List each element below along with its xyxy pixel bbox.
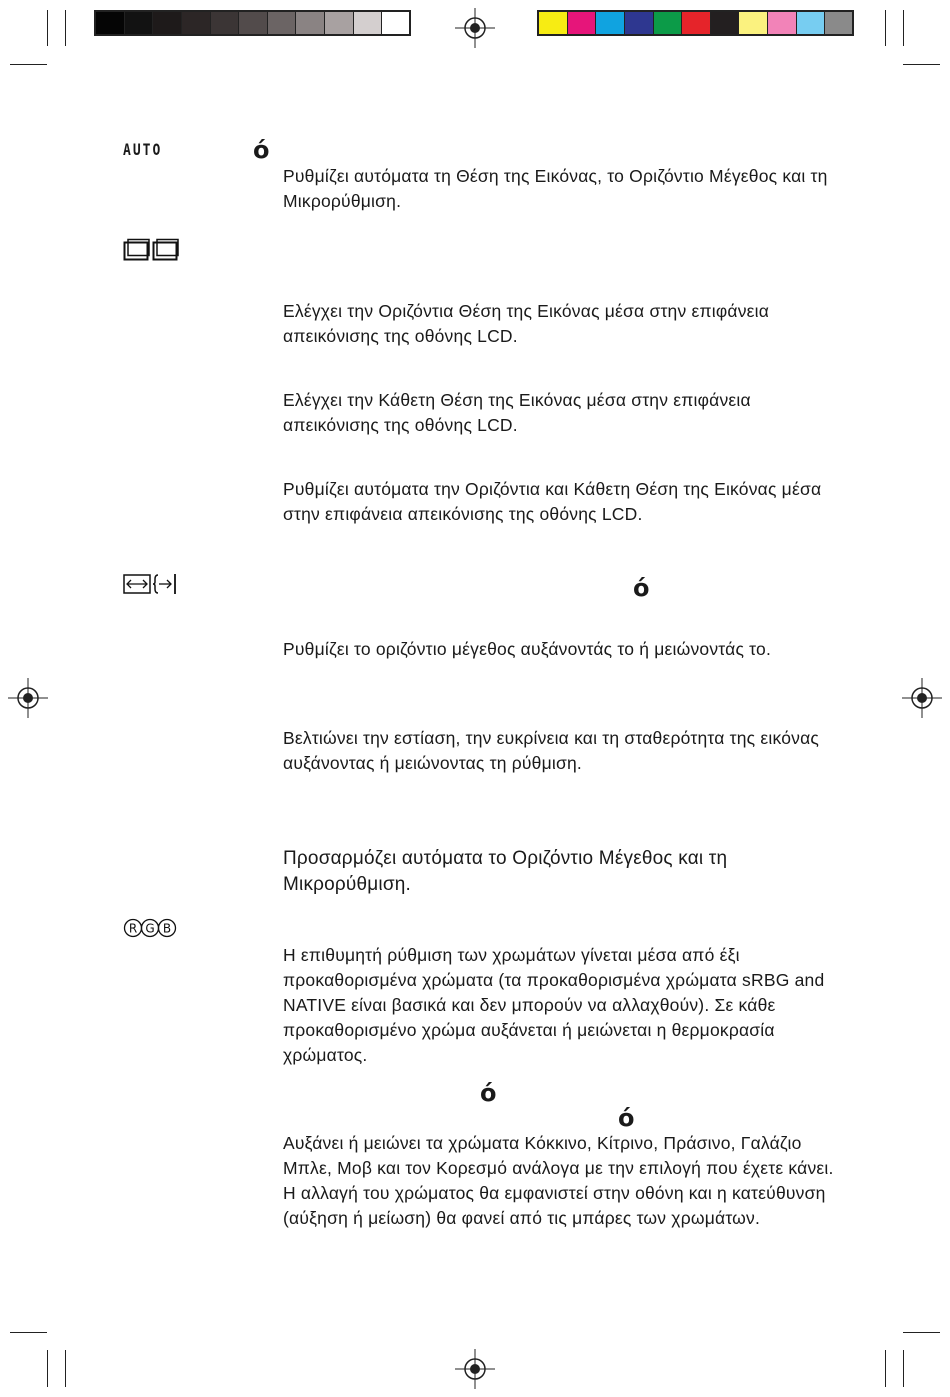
process-color-bar — [537, 10, 854, 36]
color-adjust-description: Αυξάνει ή μειώνει τα χρώματα Κόκκινο, Κίτρινο, Πράσινο, Γαλάζιο Μπλε, Μοβ και τον Κορεσμό ανάλογα με την επιλογή που έχετε κάνει. Η αλλαγή του χρώματος θα εμφανιστεί στην οθόνη και η κατεύθυνση (αύξηση ή μείωση) θα φανεί από τις μπάρες των χρωμάτων. — [283, 1133, 834, 1228]
auto-icon: AUTO — [123, 141, 163, 160]
h-size-description: Ρυθμίζει το οριζόντιο μέγεθος αυξάνοντάς το ή μειώνοντάς το. — [283, 639, 772, 659]
color-swatch — [625, 12, 654, 34]
registration-mark-icon — [902, 678, 942, 718]
gray-swatch — [354, 12, 383, 34]
color-swatch — [682, 12, 711, 34]
svg-text:B: B — [162, 921, 172, 936]
grayscale-color-bar — [94, 10, 411, 36]
registration-mark-icon — [8, 678, 48, 718]
rgb-icon — [123, 917, 177, 939]
color-swatch — [596, 12, 625, 34]
color-preset-description: Η επιθυμητή ρύθμιση των χρωμάτων γίνεται μέσα από έξι προκαθορισμένα χρώματα (τα προκαθορισμένα χρώματα sRBG and NATIVE είναι βασικά και δεν μπορούν να αλλαχθούν). Σε κάθε προκαθορισμένο χρώμα αυξάνεται ή μειώνεται η θερμοκρασία χρώματος. — [283, 945, 825, 1065]
glyph-marker: ό — [618, 1104, 635, 1132]
color-swatch — [797, 12, 826, 34]
registration-mark-icon — [455, 8, 495, 48]
gray-swatch — [268, 12, 297, 34]
gray-swatch — [182, 12, 211, 34]
v-position-description: Ελέγχει την Κάθετη Θέση της Εικόνας μέσα στην επιφάνεια απεικόνισης της οθόνης LCD. — [283, 390, 751, 435]
fine-tune-description: Βελτιώνει την εστίαση, την ευκρίνεια και τη σταθερότητα της εικόνας αυξάνοντας ή μειώνοντας τη ρύθμιση. — [283, 728, 820, 773]
gray-swatch — [239, 12, 268, 34]
gray-swatch — [96, 12, 125, 34]
size-phase-icon — [123, 572, 179, 596]
gray-swatch — [296, 12, 325, 34]
svg-text:R: R — [128, 921, 138, 936]
color-swatch — [768, 12, 797, 34]
svg-text:G: G — [145, 921, 155, 936]
gray-swatch — [125, 12, 154, 34]
gray-swatch — [153, 12, 182, 34]
color-swatch — [711, 12, 740, 34]
glyph-marker: ό — [633, 574, 650, 602]
color-swatch — [539, 12, 568, 34]
glyph-marker: ό — [480, 1079, 497, 1107]
color-swatch — [568, 12, 597, 34]
auto-position-description: Ρυθμίζει αυτόματα την Οριζόντια και Κάθετη Θέση της Εικόνας μέσα στην επιφάνεια απεικόνισης της οθόνης LCD. — [283, 479, 822, 524]
auto-adjust-description: Ρυθμίζει αυτόματα τη Θέση της Εικόνας, το Οριζόντιο Μέγεθος και τη Μικρορύθμιση. — [283, 166, 828, 211]
color-swatch — [825, 12, 852, 34]
color-swatch — [739, 12, 768, 34]
color-swatch — [654, 12, 683, 34]
gray-swatch — [211, 12, 240, 34]
gray-swatch — [382, 12, 409, 34]
h-position-description: Ελέγχει την Οριζόντια Θέση της Εικόνας μέσα στην επιφάνεια απεικόνισης της οθόνης LCD. — [283, 301, 770, 346]
auto-clock-phase-description: Προσαρμόζει αυτόματα το Οριζόντιο Μέγεθος και τη Μικρορύθμιση. — [283, 848, 728, 895]
position-icon — [123, 238, 179, 262]
gray-swatch — [325, 12, 354, 34]
glyph-marker: ό — [253, 136, 270, 164]
registration-mark-icon — [455, 1349, 495, 1389]
